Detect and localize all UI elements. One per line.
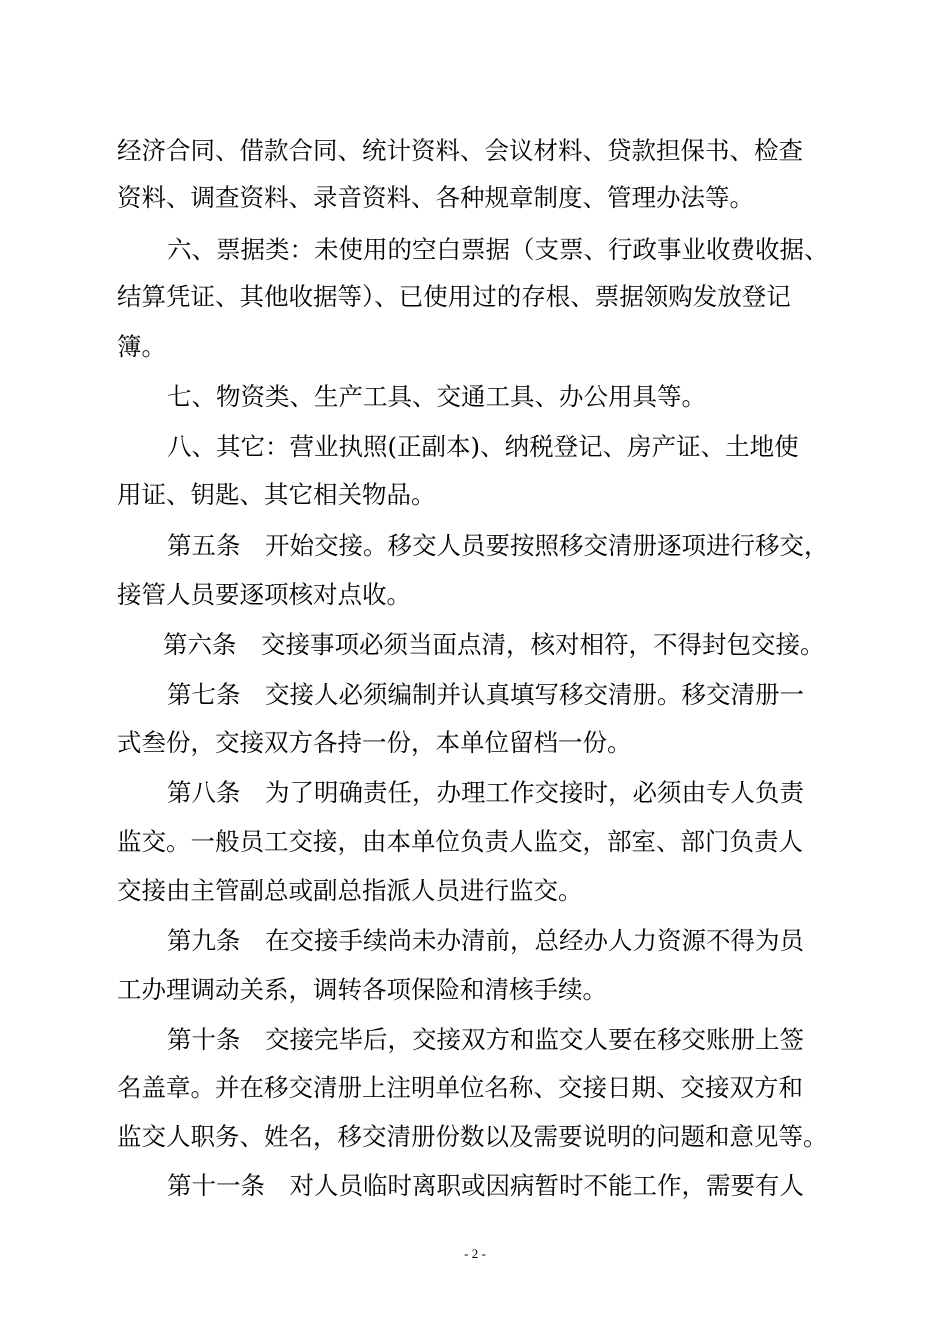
text-line: 第七条 交接人必须编制并认真填写移交清册。移交清册一 xyxy=(167,680,804,709)
text-line: 七、物资类、生产工具、交通工具、办公用具等。 xyxy=(167,382,706,411)
text-line: 第十条 交接完毕后，交接双方和监交人要在移交账册上签 xyxy=(167,1025,804,1054)
text-line: 簿。 xyxy=(117,332,166,361)
text-line: 监交。一般员工交接，由本单位负责人监交，部室、部门负责人 xyxy=(117,827,803,856)
text-line: 八、其它：营业执照(正副本)、纳税登记、房产证、土地使 xyxy=(167,432,799,461)
text-line: 第十一条 对人员临时离职或因病暂时不能工作，需要有人 xyxy=(167,1171,804,1200)
page-number: - 2 - xyxy=(464,1246,486,1261)
text-line: 经济合同、借款合同、统计资料、会议材料、贷款担保书、检查 xyxy=(117,136,803,165)
text-line: 资料、调查资料、录音资料、各种规章制度、管理办法等。 xyxy=(117,183,754,212)
text-line: 交接由主管副总或副总指派人员进行监交。 xyxy=(117,876,583,905)
text-line: 第五条 开始交接。移交人员要按照移交清册逐项进行移交， xyxy=(167,531,829,560)
text-line: 接管人员要逐项核对点收。 xyxy=(117,580,411,609)
text-line: 式叁份，交接双方各持一份，本单位留档一份。 xyxy=(117,728,632,757)
text-line: 第八条 为了明确责任，办理工作交接时，必须由专人负责 xyxy=(167,778,804,807)
text-line: 第六条 交接事项必须当面点清，核对相符，不得封包交接。 xyxy=(163,630,825,659)
text-line: 用证、钥匙、其它相关物品。 xyxy=(117,480,436,509)
text-line: 名盖章。并在移交清册上注明单位名称、交接日期、交接双方和 xyxy=(117,1073,803,1102)
text-line: 监交人职务、姓名，移交清册份数以及需要说明的问题和意见等。 xyxy=(117,1122,828,1151)
text-line: 六、票据类：未使用的空白票据（支票、行政事业收费收据、 xyxy=(167,235,829,264)
text-line: 工办理调动关系，调转各项保险和清核手续。 xyxy=(117,975,607,1004)
text-line: 结算凭证、其他收据等）、已使用过的存根、票据领购发放登记 xyxy=(117,282,791,311)
text-line: 第九条 在交接手续尚未办清前，总经办人力资源不得为员 xyxy=(167,926,804,955)
